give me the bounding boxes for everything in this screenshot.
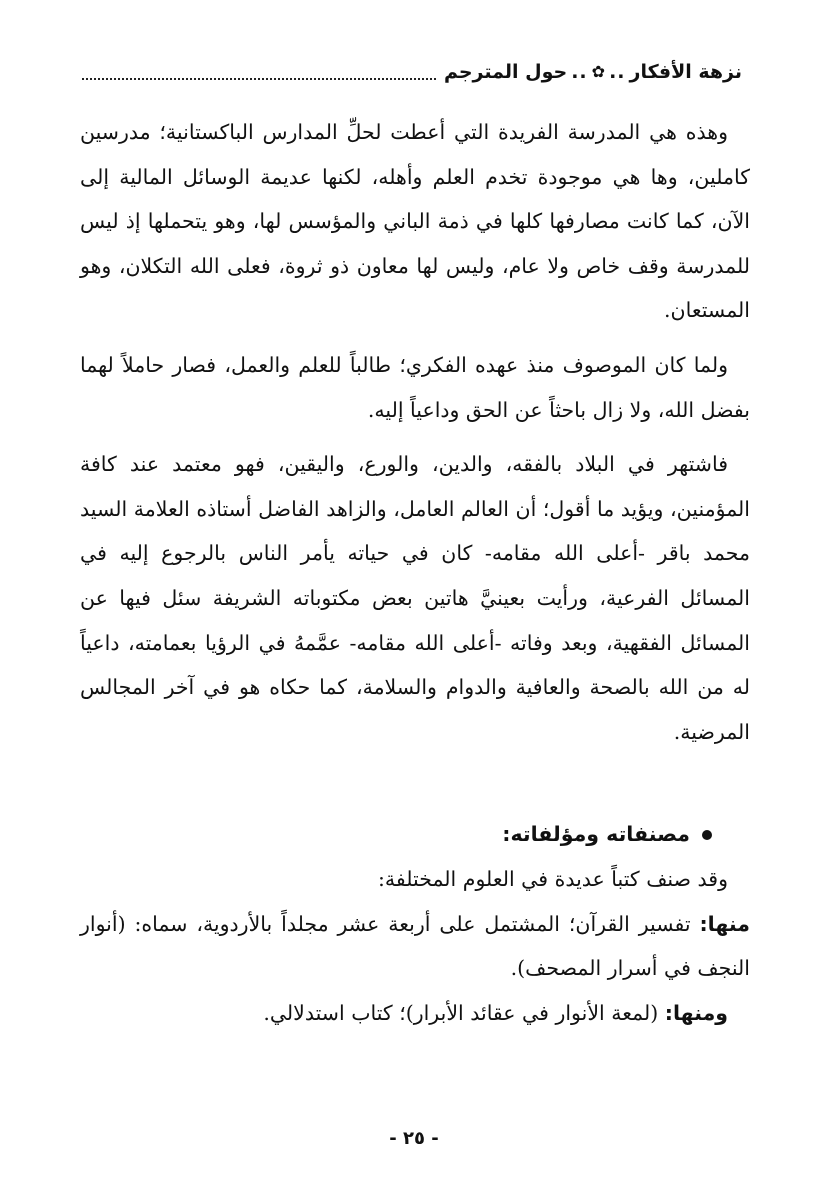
item-text: تفسير القرآن؛ المشتمل على أربعة عشر مجلداً بالأردوية، سماه: (أنوار النجف في أسرار المصحف). [80,911,750,981]
header-title [436,61,750,83]
paragraph: وهذه هي المدرسة الفريدة التي أعطت لحلِّ المدارس الباكستانية؛ مدرسين كاملين، وها هي موجودة تخدم العلم وأهله، لكنها عديمة الوسائل المالية إلى الآن، كما كانت مصارفها كلها في ذمة الباني والمؤسس لها، وهو يتحملها إذ ليس للمدرسة وقف خاص ولا عام، وليس لها معاون ذو ثروة، فعلى الله التكلان، وهو المستعان. [80,120,750,323]
section-heading: مصنفاته ومؤلفاته: [502,822,690,847]
section-title: حول المترجم [443,61,568,83]
book-title: نزهة الأفكار [629,61,742,83]
bullet-icon [702,830,712,840]
header-separator-2: .. [571,61,588,83]
list-item [80,902,750,991]
paragraph: ولما كان الموصوف منذ عهده الفكري؛ طالباً للعلم والعمل، فصار حاملاً لهما بفضل الله، ولا زال باحثاً عن الحق وداعياً إليه. [80,352,750,422]
page-number: - ٢٥ - [389,1128,439,1149]
header-separator: .. [609,61,626,83]
section-heading-row [80,812,750,857]
running-header [82,54,750,90]
page-body [80,110,750,1035]
item-label: منها: [699,911,750,936]
section-intro: وقد صنف كتباً عديدة في العلوم المختلفة: [377,866,728,891]
flower-ornament-icon: ✿ [591,62,606,81]
item-text: (لمعة الأنوار في عقائد الأبرار)؛ كتاب استدلالي. [263,1000,659,1025]
list-item [80,991,750,1036]
item-label: ومنها: [664,1000,728,1025]
header-dotted-rule [82,78,436,80]
paragraph: فاشتهر في البلاد بالفقه، والدين، والورع، واليقين، فهو معتمد عند كافة المؤمنين، ويؤيد ما أقول؛ أن العالم العامل، والزاهد الفاضل أستاذه العلامة السيد محمد باقر -أعلى الله مقامه- كان في حياته يأمر الناس بالرجوع إليه في المسائل الفرعية، ورأيت بعينيَّ هاتين بعض مكتوباته الشريفة سئل فيها عن المسائل الفقهية، وبعد وفاته -أعلى الله مقامه- عمَّمهُ في الرؤيا بعمامته، داعياً له من الله بالصحة والعافية والدوام والسلامة، كما حكاه هو في آخر المجالس المرضية. [80,452,750,744]
